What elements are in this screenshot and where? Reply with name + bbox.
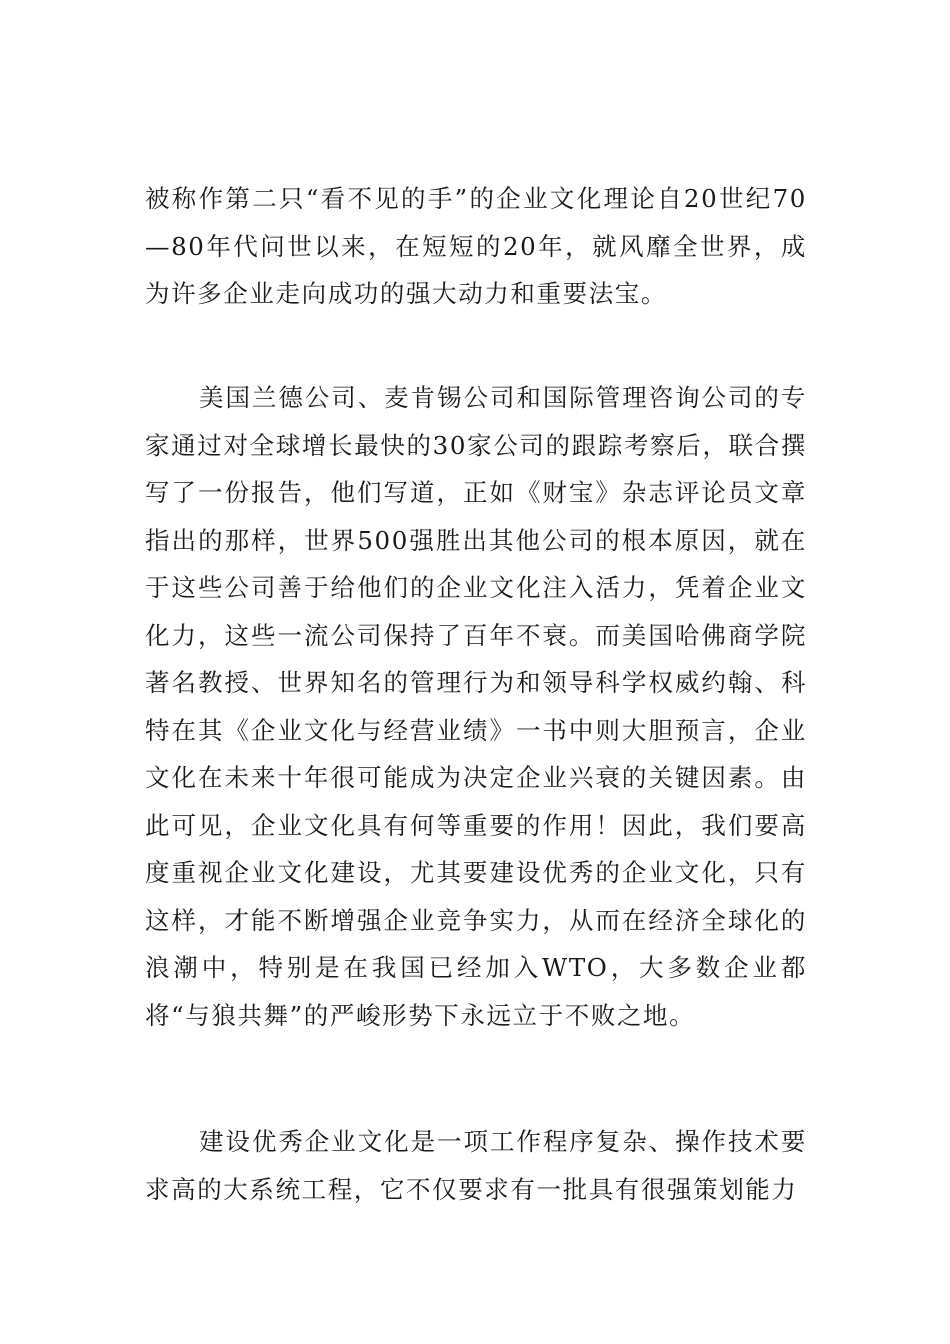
paragraph-1: 被称作第二只“看不见的手”的企业文化理论自20世纪70—80年代问世以来，在短短的20年，就风靡全世界，成为许多企业走向成功的强大动力和重要法宝。 <box>145 184 807 308</box>
paragraph-3: 建设优秀企业文化是一项工作程序复杂、操作技术要求高的大系统工程，它不仅要求有一批具有很强策划能力 <box>145 1127 807 1204</box>
paragraph-2: 美国兰德公司、麦肯锡公司和国际管理咨询公司的专家通过对全球增长最快的30家公司的跟踪考察后，联合撰写了一份报告，他们写道，正如《财宝》杂志评论员文章指出的那样，世界500强胜出其他公司的根本原因，就在于这些公司善于给他们的企业文化注入活力，凭着企业文化力，这些一流公司保持了百年不衰。而美国哈佛商学院著名教授、世界知名的管理行为和领导科学权威约翰、科特在其《企业文化与经营业绩》一书中则大胆预言，企业文化在未来十年很可能成为决定企业兴衰的关键因素。由此可见，企业文化具有何等重要的作用！因此，我们要高度重视企业文化建设，尤其要建设优秀的企业文化，只有这样，才能不断增强企业竞争实力，从而在经济全球化的浪潮中，特别是在我国已经加入WTO，大多数企业都将“与狼共舞”的严峻形势下永远立于不败之地。 <box>145 383 807 1030</box>
